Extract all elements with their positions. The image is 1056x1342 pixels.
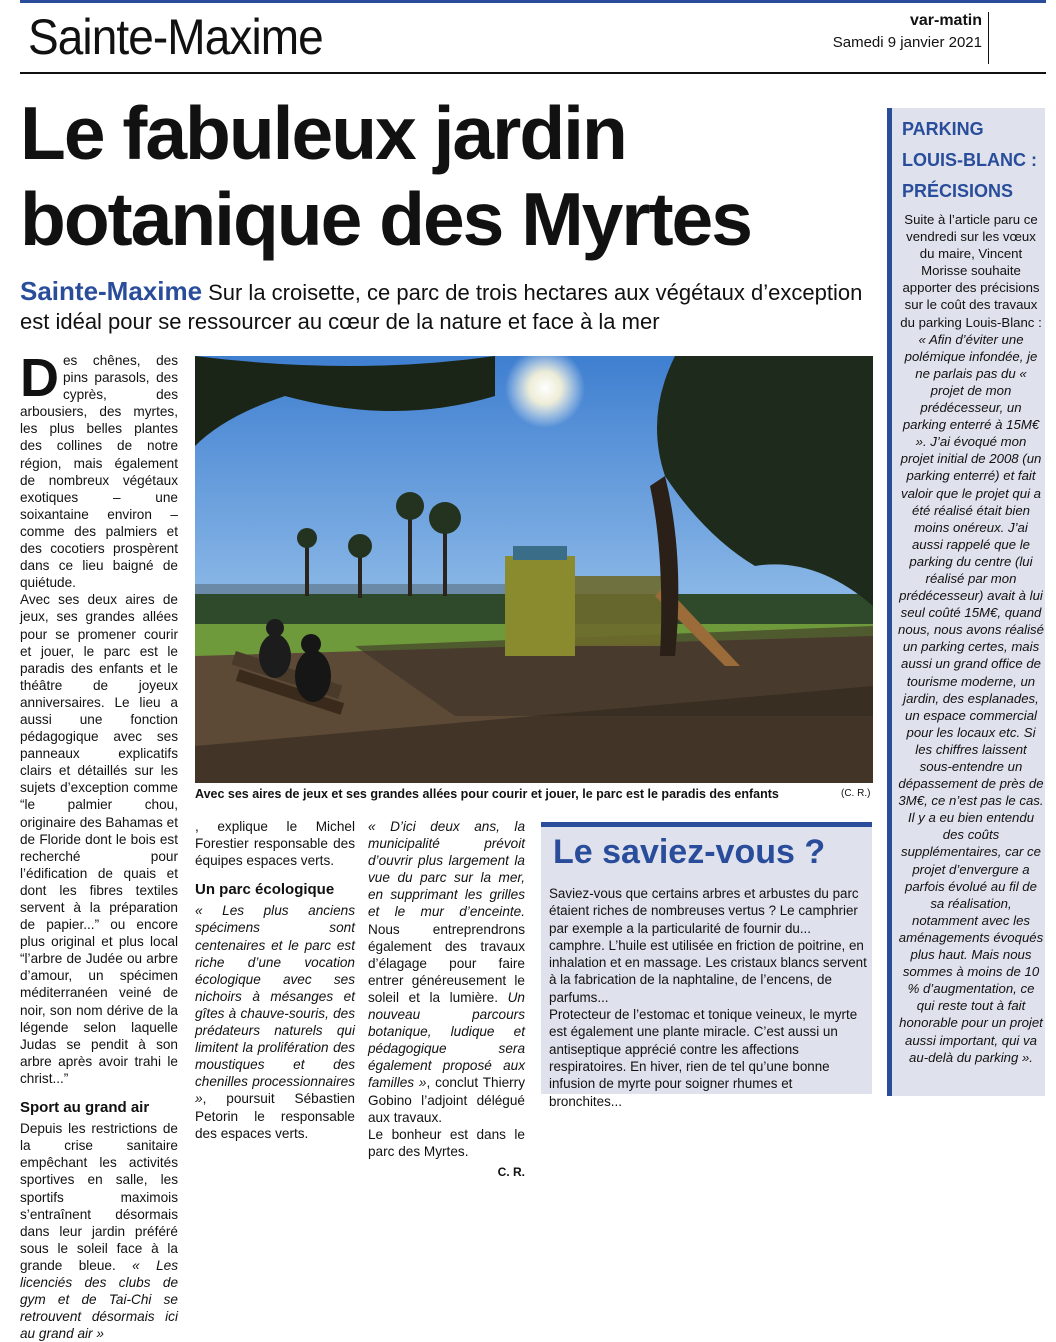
paragraph-3-quote: « Les licenciés des clubs de gym et de Tai-Chi se retrouvent désormais ici au grand air » — [20, 1257, 178, 1342]
paragraph-6: Le bonheur est dans le parc des Myrtes. — [368, 1126, 525, 1159]
lede-kicker: Sainte-Maxime — [20, 276, 203, 306]
top-accent-rule — [20, 0, 1046, 3]
author-initials: C. R. — [497, 1164, 525, 1179]
article-column-2 — [195, 818, 355, 1142]
sidebar-parking-box — [887, 108, 1045, 1096]
sidebar-intro: Suite à l’article paru ce vendredi sur les vœux du maire, Vincent Morisse souhaite apporter des précisions sur le coût des travaux du parking Louis-Blanc : — [900, 212, 1042, 330]
paragraph-4-text: , poursuit Sébastien Petorin le responsable des espaces verts. — [195, 1091, 355, 1141]
paragraph-5-quote: « D’ici deux ans, la municipalité prévoit d’ouvrir plus largement la vue du parc sur la mer, en supprimant les grilles et le mur d’enceinte. — [368, 819, 525, 920]
drop-cap: D — [20, 348, 59, 408]
publication-date: Samedi 9 janvier 2021 — [832, 34, 982, 51]
article-column-3 — [368, 818, 525, 1181]
paragraph-3-text: Depuis les restrictions de la crise sanitaire empêchant les activités sportives en salle, les sportifs maximois s’entraînent désormais dans leur jardin préféré sous le soleil face à la grande bleue. — [20, 1121, 178, 1273]
paragraph-1 — [20, 348, 178, 591]
photo-credit: (C. R.) — [841, 788, 871, 799]
header-rule — [20, 72, 1046, 74]
paragraph-4 — [195, 902, 355, 1141]
section-title: Sainte-Maxime — [28, 9, 323, 65]
park-photo-illustration — [195, 356, 873, 783]
headline-line-1: Le fabuleux jardin — [20, 91, 626, 175]
sidebar-quote-text: « Afin d’éviter une polémique infondée, je ne parlais pas du « projet de mon prédécesseur, un parking enterré à 15M€ ». J’ai évoqué mon projet initial de 2008 (un parking enterré) et fait valoir que le projet qui a été réalisé était bien moins onéreux. J’ai aussi rappelé que le parking du centre (lui réalisé par mon prédécesseur) avait à lui seul coûté 15M€, quand nous, nous avons réalisé un parking certes, mais aussi un grand office de tourisme moderne, un jardin, des esplanades, un espace commercial pour les locaux etc. Si les chiffres laissent sous-entendre un dépassement de près de 3M€, ce n’est pas le cas. Il y a eu bien entendu des coûts supplémentaires, car ce projet d’envergure a parfois évolué au fil de sa réalisation, notamment avec les aménagements évoqués plus haut. Mais nous sommes à moins de 10 % d’augmentation, ce qui reste tout à fait honorable pour un projet aussi important, qui va au-delà du parking ». — [898, 331, 1044, 1065]
lede-text: Sur la croisette, ce parc de trois hectares aux végétaux d’exception est idéal pour se ressourcer au cœur de la nature et face à la mer — [20, 280, 863, 334]
paragraph-5 — [368, 818, 525, 1126]
did-you-know-box — [541, 822, 872, 1109]
headline-line-2: botanique des Myrtes — [20, 177, 751, 261]
article-column-1 — [20, 348, 178, 1342]
sidebar-quote — [898, 331, 1044, 1066]
paragraph-1-text: es chênes, des pins parasols, des cyprès, des arbousiers, des myrtes, les plus belles plantes des collines de notre région, mais également de nombreux végétaux exotiques – une soixantaine environ – comme des palmiers et des cocotiers prospèrent dans ce lieu baigné de quiétude. — [20, 353, 178, 591]
park-photo — [195, 356, 873, 783]
newspaper-brand: var-matin — [909, 12, 982, 29]
paragraph-5-end: , conclut Thierry Gobino l’adjoint délégué aux travaux. — [368, 1075, 526, 1125]
sidebar-title: PARKING LOUIS-BLANC : PRÉCISIONS — [902, 119, 1037, 201]
paragraph-5-text: Nous entreprendrons également des travaux d’élagage pour faire entrer généreusement le soleil et la lumière. — [368, 921, 525, 1005]
did-you-know-paragraph-2: Protecteur de l’estomac et tonique veineux, le myrte est également une plante miracle. C’est aussi un antiseptique apprécié contre les affections respiratoires. En hiver, rien de tel qu’une bonne infusion de myrte pour soigner rhumes et bronchites... — [549, 1007, 858, 1109]
photo-caption: Avec ses aires de jeux et ses grandes allées pour courir et jouer, le parc est le paradis des enfants — [195, 787, 779, 801]
sidebar-text — [898, 211, 1044, 1066]
paragraph-2: Avec ses deux aires de jeux, ses grandes allées pour se promener courir et jouer, le parc est le paradis des enfants et le théâtre de joyeux anniversaires. Le lieu a aussi une fonction pédagogique avec ses panneaux explicatifs clairs et détaillés sur les sujets d’exception comme “le palmier chou, originaire des Bahamas et de Floride dont le bois est recherché pour l’édification de quais et dont les fibres textiles servent à la préparation de papier...” ou encore plus original et plus local “l’arbre de Judée ou arbre d’amour, un spécimen méditerranéen veiné de noir, son nom dérive de la légende selon laquelle Judas se pendit à son arbre après avoir trahi le christ...” — [20, 592, 178, 1086]
paragraph-5-quote-2: Un nouveau parcours botanique, ludique et pédagogique sera également proposé aux familles » — [368, 989, 525, 1091]
paragraph-3 — [20, 1120, 178, 1342]
did-you-know-paragraph-1: Saviez-vous que certains arbres et arbustes du parc étaient riches de nombreuses vertus ? Le camphrier par exemple a la particularité de fournir du... camphre. L’huile est utilisée en friction de poitrine, en inhalation et en massage. Les cristaux blancs servent à la fabrication de la naphtaline, de l’encens, de parfums... — [549, 886, 867, 1005]
did-you-know-text — [549, 885, 867, 1110]
did-you-know-title: Le saviez-vous ? — [553, 833, 826, 871]
headline — [20, 90, 880, 262]
subhead-sport: Sport au grand air — [20, 1099, 150, 1117]
subhead-ecologique: Un parc écologique — [195, 881, 335, 899]
paragraph-4-quote: « Les plus anciens spécimens sont centenaires et le parc est riche d’une vocation écologique avec ses nichoirs à mésanges et gîtes à chauve-souris, des prédateurs naturels qui limitent la prolifération des moustiques et des chenilles processionnaires » — [195, 903, 355, 1107]
lede — [20, 277, 880, 336]
header-divider — [988, 12, 989, 64]
paragraph-3-end: , explique le Michel Forestier responsable des équipes espaces verts. — [195, 819, 355, 869]
